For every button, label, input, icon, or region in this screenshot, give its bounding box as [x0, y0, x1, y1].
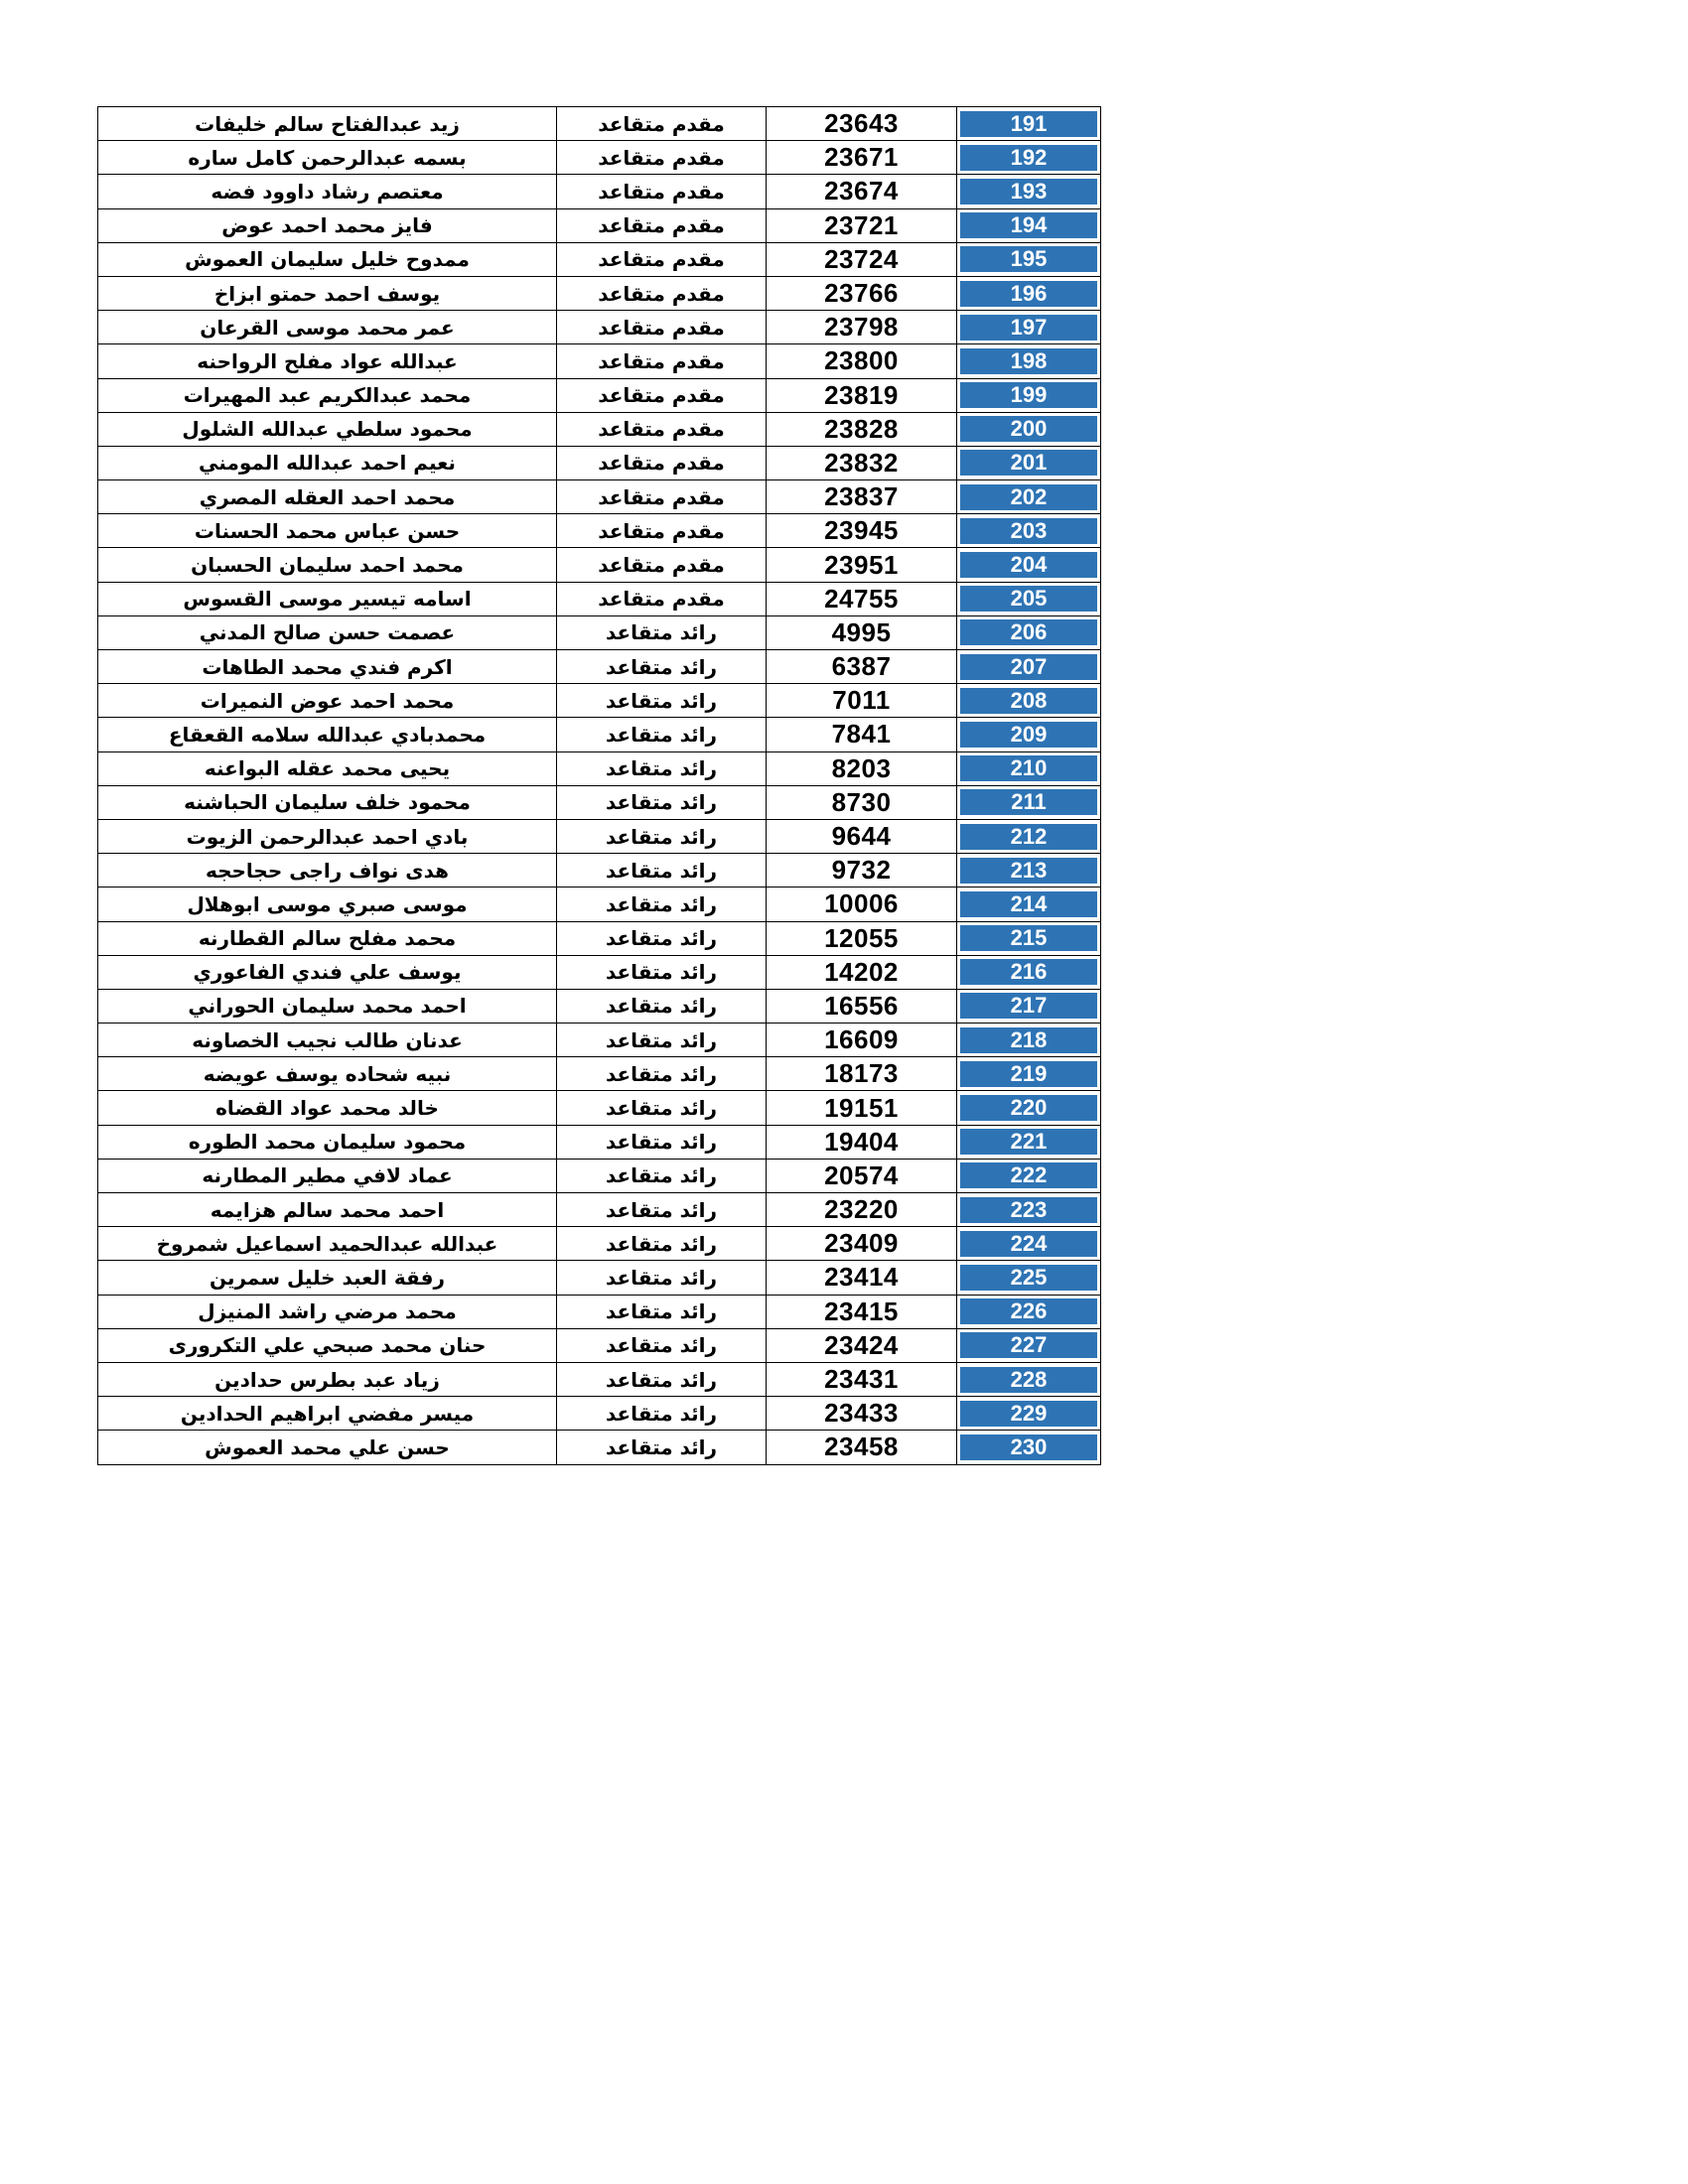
- table-row: [98, 1397, 1101, 1431]
- serial-cell: [957, 378, 1101, 412]
- name-cell: محمد احمد سليمان الحسبان: [98, 548, 557, 582]
- number-cell: 8730: [767, 785, 957, 819]
- serial-cell: [957, 1295, 1101, 1328]
- rank-cell: مقدم متقاعد: [557, 276, 767, 310]
- name-cell: معتصم رشاد داوود فضه: [98, 175, 557, 208]
- serial-badge: 195: [960, 246, 1097, 272]
- name-cell: اسامه تيسير موسى القسوس: [98, 582, 557, 615]
- rank-cell: رائد متقاعد: [557, 1431, 767, 1464]
- rank-cell: مقدم متقاعد: [557, 141, 767, 175]
- name-cell: محمود خلف سليمان الحباشنه: [98, 785, 557, 819]
- table-row: [98, 684, 1101, 718]
- serial-badge: 194: [960, 212, 1097, 238]
- serial-badge: 201: [960, 450, 1097, 476]
- table-row: [98, 785, 1101, 819]
- rank-cell: رائد متقاعد: [557, 1125, 767, 1159]
- number-cell: 23433: [767, 1397, 957, 1431]
- serial-cell: [957, 514, 1101, 548]
- table-row: [98, 989, 1101, 1023]
- name-cell: زيد عبدالفتاح سالم خليفات: [98, 107, 557, 141]
- number-cell: 23414: [767, 1261, 957, 1295]
- table-row: [98, 650, 1101, 684]
- number-cell: 23800: [767, 344, 957, 378]
- number-cell: 23837: [767, 480, 957, 514]
- name-cell: محمود سلطي عبدالله الشلول: [98, 412, 557, 446]
- serial-badge: 197: [960, 315, 1097, 341]
- name-cell: هدى نواف راجى حجاحجه: [98, 854, 557, 887]
- table-row: [98, 107, 1101, 141]
- serial-cell: [957, 718, 1101, 751]
- serial-cell: [957, 1057, 1101, 1091]
- rank-cell: رائد متقاعد: [557, 854, 767, 887]
- serial-cell: [957, 344, 1101, 378]
- serial-badge: 217: [960, 993, 1097, 1019]
- table-row: [98, 1057, 1101, 1091]
- name-cell: يوسف علي فندي الفاعوري: [98, 955, 557, 989]
- number-cell: 23819: [767, 378, 957, 412]
- serial-cell: [957, 141, 1101, 175]
- number-cell: 16556: [767, 989, 957, 1023]
- rank-cell: رائد متقاعد: [557, 887, 767, 921]
- serial-badge: 228: [960, 1367, 1097, 1393]
- serial-badge: 191: [960, 111, 1097, 137]
- serial-badge: 222: [960, 1162, 1097, 1188]
- table-row: [98, 1091, 1101, 1125]
- serial-cell: [957, 242, 1101, 276]
- table-row: [98, 276, 1101, 310]
- number-cell: 8203: [767, 751, 957, 785]
- rank-cell: رائد متقاعد: [557, 1261, 767, 1295]
- serial-cell: [957, 1362, 1101, 1396]
- rank-cell: رائد متقاعد: [557, 989, 767, 1023]
- serial-badge: 215: [960, 925, 1097, 951]
- table-row: [98, 480, 1101, 514]
- serial-badge: 207: [960, 654, 1097, 680]
- name-cell: ممدوح خليل سليمان العموش: [98, 242, 557, 276]
- rank-cell: مقدم متقاعد: [557, 311, 767, 344]
- serial-cell: [957, 1227, 1101, 1261]
- table-row: [98, 1261, 1101, 1295]
- rank-cell: مقدم متقاعد: [557, 208, 767, 242]
- serial-badge: 192: [960, 145, 1097, 171]
- serial-badge: 199: [960, 382, 1097, 408]
- serial-badge: 227: [960, 1332, 1097, 1358]
- name-cell: بسمه عبدالرحمن كامل ساره: [98, 141, 557, 175]
- name-cell: فايز محمد احمد عوض: [98, 208, 557, 242]
- name-cell: زياد عبد بطرس حدادين: [98, 1362, 557, 1396]
- number-cell: 9644: [767, 819, 957, 853]
- serial-badge: 193: [960, 179, 1097, 205]
- serial-badge: 229: [960, 1401, 1097, 1427]
- serial-cell: [957, 1193, 1101, 1227]
- serial-badge: 221: [960, 1129, 1097, 1155]
- serial-cell: [957, 1397, 1101, 1431]
- serial-badge: 203: [960, 518, 1097, 544]
- name-cell: بادي احمد عبدالرحمن الزيوت: [98, 819, 557, 853]
- rank-cell: رائد متقاعد: [557, 1193, 767, 1227]
- serial-cell: [957, 548, 1101, 582]
- number-cell: 23643: [767, 107, 957, 141]
- name-cell: عمر محمد موسى القرعان: [98, 311, 557, 344]
- table-row: [98, 1295, 1101, 1328]
- serial-badge: 214: [960, 891, 1097, 917]
- serial-cell: [957, 107, 1101, 141]
- table-row: [98, 1159, 1101, 1192]
- number-cell: 23721: [767, 208, 957, 242]
- rank-cell: رائد متقاعد: [557, 1227, 767, 1261]
- roster-table-container: [97, 106, 1100, 1465]
- serial-badge: 216: [960, 959, 1097, 985]
- serial-cell: [957, 208, 1101, 242]
- name-cell: يحيى محمد عقله البواعنه: [98, 751, 557, 785]
- table-row: [98, 1362, 1101, 1396]
- rank-cell: مقدم متقاعد: [557, 582, 767, 615]
- serial-badge: 225: [960, 1265, 1097, 1291]
- table-row: [98, 175, 1101, 208]
- number-cell: 23832: [767, 446, 957, 479]
- serial-cell: [957, 1328, 1101, 1362]
- serial-cell: [957, 684, 1101, 718]
- rank-cell: مقدم متقاعد: [557, 107, 767, 141]
- name-cell: اكرم فندي محمد الطاهات: [98, 650, 557, 684]
- number-cell: 10006: [767, 887, 957, 921]
- name-cell: نعيم احمد عبدالله المومني: [98, 446, 557, 479]
- table-row: [98, 514, 1101, 548]
- number-cell: 9732: [767, 854, 957, 887]
- serial-cell: [957, 650, 1101, 684]
- serial-cell: [957, 1024, 1101, 1057]
- number-cell: 23671: [767, 141, 957, 175]
- rank-cell: مقدم متقاعد: [557, 412, 767, 446]
- rank-cell: رائد متقاعد: [557, 955, 767, 989]
- rank-cell: رائد متقاعد: [557, 1159, 767, 1192]
- serial-cell: [957, 955, 1101, 989]
- name-cell: رفقة العبد خليل سمرين: [98, 1261, 557, 1295]
- number-cell: 23945: [767, 514, 957, 548]
- serial-badge: 220: [960, 1095, 1097, 1121]
- number-cell: 19404: [767, 1125, 957, 1159]
- table-row: [98, 1227, 1101, 1261]
- rank-cell: رائد متقاعد: [557, 1057, 767, 1091]
- name-cell: خالد محمد عواد القضاه: [98, 1091, 557, 1125]
- serial-cell: [957, 582, 1101, 615]
- serial-badge: 219: [960, 1061, 1097, 1087]
- serial-badge: 230: [960, 1434, 1097, 1460]
- rank-cell: رائد متقاعد: [557, 1362, 767, 1396]
- number-cell: 20574: [767, 1159, 957, 1192]
- number-cell: 7011: [767, 684, 957, 718]
- table-row: [98, 242, 1101, 276]
- name-cell: احمد محمد سالم هزايمه: [98, 1193, 557, 1227]
- name-cell: حسن عباس محمد الحسنات: [98, 514, 557, 548]
- table-row: [98, 921, 1101, 955]
- name-cell: احمد محمد سليمان الحوراني: [98, 989, 557, 1023]
- rank-cell: رائد متقاعد: [557, 1295, 767, 1328]
- serial-badge: 213: [960, 858, 1097, 884]
- name-cell: حنان محمد صبحي علي التكرورى: [98, 1328, 557, 1362]
- number-cell: 23409: [767, 1227, 957, 1261]
- number-cell: 7841: [767, 718, 957, 751]
- table-row: [98, 1125, 1101, 1159]
- name-cell: ميسر مفضي ابراهيم الحدادين: [98, 1397, 557, 1431]
- serial-cell: [957, 412, 1101, 446]
- serial-badge: 205: [960, 586, 1097, 612]
- serial-cell: [957, 751, 1101, 785]
- serial-badge: 226: [960, 1298, 1097, 1324]
- table-row: [98, 1024, 1101, 1057]
- name-cell: محمود سليمان محمد الطوره: [98, 1125, 557, 1159]
- rank-cell: رائد متقاعد: [557, 1024, 767, 1057]
- name-cell: عدنان طالب نجيب الخصاونه: [98, 1024, 557, 1057]
- number-cell: 16609: [767, 1024, 957, 1057]
- number-cell: 23674: [767, 175, 957, 208]
- serial-cell: [957, 989, 1101, 1023]
- rank-cell: مقدم متقاعد: [557, 446, 767, 479]
- number-cell: 23798: [767, 311, 957, 344]
- number-cell: 18173: [767, 1057, 957, 1091]
- table-row: [98, 208, 1101, 242]
- serial-badge: 224: [960, 1231, 1097, 1257]
- serial-badge: 202: [960, 484, 1097, 510]
- table-row: [98, 378, 1101, 412]
- number-cell: 4995: [767, 615, 957, 649]
- serial-cell: [957, 615, 1101, 649]
- rank-cell: رائد متقاعد: [557, 751, 767, 785]
- serial-badge: 200: [960, 416, 1097, 442]
- rank-cell: رائد متقاعد: [557, 684, 767, 718]
- name-cell: عماد لافي مطير المطارنه: [98, 1159, 557, 1192]
- serial-badge: 196: [960, 281, 1097, 307]
- name-cell: محمد مفلح سالم القطارنه: [98, 921, 557, 955]
- rank-cell: رائد متقاعد: [557, 921, 767, 955]
- rank-cell: رائد متقاعد: [557, 718, 767, 751]
- table-row: [98, 311, 1101, 344]
- table-row: [98, 955, 1101, 989]
- serial-badge: 212: [960, 824, 1097, 850]
- name-cell: حسن علي محمد العموش: [98, 1431, 557, 1464]
- rank-cell: مقدم متقاعد: [557, 242, 767, 276]
- serial-badge: 211: [960, 789, 1097, 815]
- name-cell: نبيه شحاده يوسف عويضه: [98, 1057, 557, 1091]
- rank-cell: مقدم متقاعد: [557, 480, 767, 514]
- number-cell: 12055: [767, 921, 957, 955]
- serial-cell: [957, 1125, 1101, 1159]
- name-cell: موسى صبري موسى ابوهلال: [98, 887, 557, 921]
- serial-cell: [957, 819, 1101, 853]
- rank-cell: رائد متقاعد: [557, 615, 767, 649]
- serial-cell: [957, 175, 1101, 208]
- serial-badge: 206: [960, 619, 1097, 645]
- serial-cell: [957, 887, 1101, 921]
- rank-cell: رائد متقاعد: [557, 819, 767, 853]
- rank-cell: مقدم متقاعد: [557, 514, 767, 548]
- table-row: [98, 446, 1101, 479]
- serial-badge: 208: [960, 688, 1097, 714]
- number-cell: 23424: [767, 1328, 957, 1362]
- roster-table: [97, 106, 1101, 1465]
- name-cell: عصمت حسن صالح المدني: [98, 615, 557, 649]
- serial-badge: 223: [960, 1197, 1097, 1223]
- table-row: [98, 1193, 1101, 1227]
- table-row: [98, 141, 1101, 175]
- rank-cell: رائد متقاعد: [557, 650, 767, 684]
- serial-cell: [957, 480, 1101, 514]
- number-cell: 23724: [767, 242, 957, 276]
- serial-cell: [957, 785, 1101, 819]
- serial-cell: [957, 1091, 1101, 1125]
- name-cell: محمدبادي عبدالله سلامه القعقاع: [98, 718, 557, 751]
- rank-cell: مقدم متقاعد: [557, 548, 767, 582]
- rank-cell: رائد متقاعد: [557, 1328, 767, 1362]
- rank-cell: رائد متقاعد: [557, 785, 767, 819]
- name-cell: يوسف احمد حمتو ابزاخ: [98, 276, 557, 310]
- name-cell: محمد عبدالكريم عبد المهيرات: [98, 378, 557, 412]
- number-cell: 23415: [767, 1295, 957, 1328]
- serial-badge: 218: [960, 1027, 1097, 1053]
- number-cell: 23220: [767, 1193, 957, 1227]
- serial-cell: [957, 921, 1101, 955]
- number-cell: 23828: [767, 412, 957, 446]
- name-cell: محمد احمد عوض النميرات: [98, 684, 557, 718]
- serial-badge: 209: [960, 722, 1097, 748]
- number-cell: 14202: [767, 955, 957, 989]
- number-cell: 23766: [767, 276, 957, 310]
- table-row: [98, 854, 1101, 887]
- number-cell: 24755: [767, 582, 957, 615]
- table-row: [98, 751, 1101, 785]
- serial-cell: [957, 446, 1101, 479]
- serial-cell: [957, 1261, 1101, 1295]
- rank-cell: مقدم متقاعد: [557, 344, 767, 378]
- rank-cell: رائد متقاعد: [557, 1397, 767, 1431]
- name-cell: محمد مرضي راشد المنيزل: [98, 1295, 557, 1328]
- table-row: [98, 1328, 1101, 1362]
- serial-cell: [957, 854, 1101, 887]
- serial-badge: 198: [960, 348, 1097, 374]
- name-cell: محمد احمد العقله المصري: [98, 480, 557, 514]
- roster-table-body: [98, 107, 1101, 1465]
- table-row: [98, 548, 1101, 582]
- name-cell: عبدالله عبدالحميد اسماعيل شمروخ: [98, 1227, 557, 1261]
- table-row: [98, 1431, 1101, 1464]
- number-cell: 6387: [767, 650, 957, 684]
- table-row: [98, 615, 1101, 649]
- rank-cell: مقدم متقاعد: [557, 378, 767, 412]
- serial-cell: [957, 276, 1101, 310]
- table-row: [98, 412, 1101, 446]
- table-row: [98, 718, 1101, 751]
- rank-cell: رائد متقاعد: [557, 1091, 767, 1125]
- table-row: [98, 819, 1101, 853]
- serial-cell: [957, 311, 1101, 344]
- number-cell: 23951: [767, 548, 957, 582]
- table-row: [98, 344, 1101, 378]
- rank-cell: مقدم متقاعد: [557, 175, 767, 208]
- number-cell: 23458: [767, 1431, 957, 1464]
- number-cell: 19151: [767, 1091, 957, 1125]
- table-row: [98, 582, 1101, 615]
- number-cell: 23431: [767, 1362, 957, 1396]
- serial-cell: [957, 1431, 1101, 1464]
- serial-cell: [957, 1159, 1101, 1192]
- table-row: [98, 887, 1101, 921]
- serial-badge: 204: [960, 552, 1097, 578]
- serial-badge: 210: [960, 755, 1097, 781]
- name-cell: عبدالله عواد مفلح الرواحنه: [98, 344, 557, 378]
